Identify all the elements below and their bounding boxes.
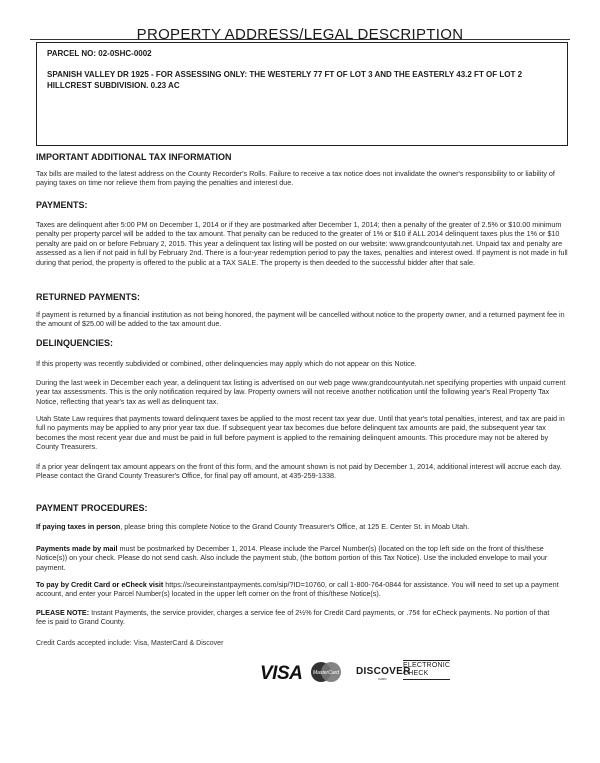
- in-person-text: , please bring this complete Notice to the Grand County Treasurer's Office, at 125 E. Center St. in Moab Utah.: [120, 522, 470, 531]
- legal-description: SPANISH VALLEY DR 1925 - FOR ASSESSING ONLY: THE WESTERLY 77 FT OF LOT 3 AND THE EASTERLY 43.2 FT OF LOT 2 HILLCREST SUBDIVISION. 0.23 AC: [47, 70, 523, 90]
- mastercard-logo-text: MasterCard: [312, 670, 340, 676]
- returned-text: If payment is returned by a financial institution as not being honored, the payment will be cancelled without notice to the property owner, and a returned payment fee in the amount of $25.00 will be added to the tax amount due.: [36, 310, 565, 329]
- payments-text: Taxes are delinquent after 5:00 PM on December 1, 2014 or if they are postmarked after December 1, 2014; then a penalty of the greater of 2.5% or $10.00 minimum penalty per property parcel will be added to the tax amount. That penalty can be reduced to the greater of 1% or $10 if ALL 2014 delinquent taxes plus the 1% or $10 penalty are paid on or before February 2, 2015. This year a delinquent tax listing will be posted on our website: www.grandcountyutah.net. Unpaid tax and penalty are assessed as a lien if not paid in full by February 2nd. There is a four-year redemption period to pay the taxes, penalties and interest owed. If payment is not made in full during that period, the property is offered to the public at a TAX SALE. The property is then deeded to the successful bidder after that sale.: [36, 220, 568, 267]
- note-lead: PLEASE NOTE:: [36, 608, 90, 617]
- delinquencies-p1: If this property was recently subdivided or combined, other delinquencies may apply which do not appear on this Notice.: [36, 359, 417, 368]
- payments-heading: PAYMENTS:: [36, 200, 88, 210]
- important-heading: IMPORTANT ADDITIONAL TAX INFORMATION: [36, 152, 232, 162]
- mail-text: must be postmarked by December 1, 2014. Please include the Parcel Number(s) (located on the top left side on the front of this/these Notice(s)) on your check. Please do not send cash. Also include the payment stub, (the bottom portion of this Tax Notice). Use the included envelope to mail your payment.: [36, 544, 548, 572]
- parcel-number: PARCEL NO: 02-0SHC-0002: [47, 49, 152, 58]
- echeck-logo: [403, 660, 450, 680]
- page-title: PROPERTY ADDRESS/LEGAL DESCRIPTION: [136, 26, 464, 43]
- procedures-heading: PAYMENT PROCEDURES:: [36, 503, 148, 513]
- title-divider: [30, 39, 570, 40]
- procedure-mail: [36, 544, 568, 572]
- delinquencies-p3: Utah State Law requires that payments toward delinquent taxes be applied to the most recent tax year due. Until that year's total penalties, interest, and tax are paid in full no payments may be applied to any prior year tax due. If subsequent year tax becomes due before delinquent tax amounts are paid, the subsequent year tax becomes the most recent year due and must be paid in full before payment is applied to the remaining delinquent amounts. This procedure may not be altered by County Treasurers.: [36, 414, 565, 452]
- echeck-line-2: CHECK: [403, 670, 429, 677]
- procedure-note: [36, 608, 556, 627]
- delinquencies-heading: DELINQUENCIES:: [36, 338, 114, 348]
- procedure-card: [36, 580, 568, 599]
- cards-accepted: Credit Cards accepted include: Visa, MasterCard & Discover: [36, 640, 224, 647]
- important-text: Tax bills are mailed to the latest address on the County Recorder's Rolls. Failure to receive a tax notice does not invalidate the owner's responsibility to or liability of paying taxes on time nor relieve them from paying the penalties and interest due.: [36, 169, 555, 188]
- card-lead: To pay by Credit Card or eCheck visit: [36, 580, 164, 589]
- mail-lead: Payments made by mail: [36, 544, 118, 553]
- card-text: https://secureinstantpayments.com/sip/?ID=10760, or call 1-800-764-0844 for assistance. You will need to set up a payment account, and enter your Parcel Number(s) located in the upper left corner on the front of this/these Notice(s).: [36, 580, 559, 599]
- mastercard-logo: [308, 660, 344, 684]
- delinquencies-p4: If a prior year delinqent tax amount appears on the front of this form, and the amount shown is not paid by December 1, 2014, additional interest will accrue each day. Please contact the Grand County Treasurer's Office, for final pay off amount, at 435-259-1338.: [36, 462, 562, 481]
- returned-heading: RETURNED PAYMENTS:: [36, 292, 141, 302]
- echeck-line-1: ELECTRONIC: [403, 662, 451, 669]
- in-person-lead: If paying taxes in person: [36, 522, 121, 531]
- visa-logo: VISA: [260, 663, 303, 684]
- procedure-in-person: [36, 522, 568, 531]
- discover-card-label: CARD: [378, 677, 387, 681]
- note-text: Instant Payments, the service provider, charges a service fee of 2½% for Credit Card payments, or .75¢ for eCheck payments. No portion of that fee is paid to Grand County.: [36, 608, 550, 627]
- discover-logo: DISCOVER: [356, 666, 411, 677]
- parcel-box: [36, 42, 568, 146]
- delinquencies-p2: During the last week in December each year, a delinquent tax listing is advertised on our web page www.grandcountyutah.net specifying properties with unpaid current year tax assessments. This is the only notification required by law. Property owners will not receive another notification until the following year's Real Property Tax Notice, reflecting that year's tax as well as delinquent tax.: [36, 378, 566, 406]
